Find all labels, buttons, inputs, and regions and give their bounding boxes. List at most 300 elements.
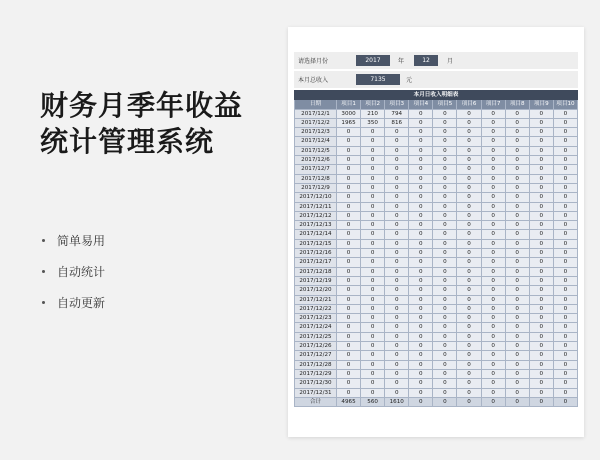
value-cell[interactable]: 0 <box>409 156 433 165</box>
value-cell[interactable]: 0 <box>385 156 409 165</box>
year-field[interactable]: 2017 <box>356 55 390 66</box>
value-cell[interactable]: 0 <box>337 314 361 323</box>
value-cell[interactable]: 0 <box>433 304 457 313</box>
value-cell[interactable]: 0 <box>337 193 361 202</box>
value-cell[interactable]: 0 <box>481 276 505 285</box>
value-cell[interactable]: 0 <box>457 239 481 248</box>
value-cell[interactable]: 0 <box>385 211 409 220</box>
value-cell[interactable]: 0 <box>433 258 457 267</box>
value-cell[interactable]: 0 <box>433 323 457 332</box>
value-cell[interactable]: 0 <box>481 351 505 360</box>
value-cell[interactable]: 0 <box>385 304 409 313</box>
value-cell[interactable]: 0 <box>529 156 553 165</box>
value-cell[interactable]: 0 <box>481 342 505 351</box>
value-cell[interactable]: 0 <box>481 174 505 183</box>
value-cell[interactable]: 0 <box>529 249 553 258</box>
value-cell[interactable]: 0 <box>529 165 553 174</box>
value-cell[interactable]: 0 <box>409 379 433 388</box>
value-cell[interactable]: 0 <box>505 351 529 360</box>
value-cell[interactable]: 0 <box>385 165 409 174</box>
value-cell[interactable]: 0 <box>505 128 529 137</box>
value-cell[interactable]: 0 <box>337 332 361 341</box>
value-cell[interactable]: 0 <box>529 239 553 248</box>
value-cell[interactable]: 0 <box>553 323 577 332</box>
value-cell[interactable]: 0 <box>433 128 457 137</box>
value-cell[interactable]: 0 <box>385 332 409 341</box>
value-cell[interactable]: 0 <box>529 323 553 332</box>
value-cell[interactable]: 0 <box>553 128 577 137</box>
value-cell[interactable]: 0 <box>457 221 481 230</box>
value-cell[interactable]: 0 <box>337 146 361 155</box>
value-cell[interactable]: 0 <box>433 118 457 127</box>
date-cell[interactable]: 2017/12/19 <box>295 276 337 285</box>
date-cell[interactable]: 2017/12/6 <box>295 156 337 165</box>
value-cell[interactable]: 0 <box>553 342 577 351</box>
value-cell[interactable]: 0 <box>481 295 505 304</box>
value-cell[interactable]: 0 <box>505 109 529 118</box>
value-cell[interactable]: 0 <box>409 230 433 239</box>
value-cell[interactable]: 0 <box>433 146 457 155</box>
date-cell[interactable]: 2017/12/10 <box>295 193 337 202</box>
value-cell[interactable]: 0 <box>505 174 529 183</box>
value-cell[interactable]: 0 <box>385 351 409 360</box>
value-cell[interactable]: 0 <box>409 174 433 183</box>
value-cell[interactable]: 0 <box>337 258 361 267</box>
value-cell[interactable]: 0 <box>385 183 409 192</box>
value-cell[interactable]: 0 <box>553 332 577 341</box>
value-cell[interactable]: 0 <box>361 230 385 239</box>
value-cell[interactable]: 0 <box>337 369 361 378</box>
value-cell[interactable]: 0 <box>457 128 481 137</box>
month-field[interactable]: 12 <box>414 55 438 66</box>
value-cell[interactable]: 210 <box>361 109 385 118</box>
value-cell[interactable]: 0 <box>529 221 553 230</box>
value-cell[interactable]: 0 <box>337 379 361 388</box>
value-cell[interactable]: 0 <box>433 276 457 285</box>
value-cell[interactable]: 0 <box>481 258 505 267</box>
value-cell[interactable]: 0 <box>433 156 457 165</box>
value-cell[interactable]: 0 <box>457 146 481 155</box>
value-cell[interactable]: 0 <box>337 137 361 146</box>
value-cell[interactable]: 0 <box>337 267 361 276</box>
value-cell[interactable]: 0 <box>481 249 505 258</box>
value-cell[interactable]: 0 <box>409 304 433 313</box>
value-cell[interactable]: 0 <box>361 286 385 295</box>
value-cell[interactable]: 0 <box>337 360 361 369</box>
value-cell[interactable]: 0 <box>505 286 529 295</box>
value-cell[interactable]: 0 <box>481 165 505 174</box>
value-cell[interactable]: 0 <box>553 137 577 146</box>
value-cell[interactable]: 0 <box>409 193 433 202</box>
date-cell[interactable]: 2017/12/30 <box>295 379 337 388</box>
value-cell[interactable]: 0 <box>433 165 457 174</box>
value-cell[interactable]: 0 <box>385 174 409 183</box>
value-cell[interactable]: 0 <box>433 314 457 323</box>
value-cell[interactable]: 0 <box>433 249 457 258</box>
value-cell[interactable]: 0 <box>385 258 409 267</box>
value-cell[interactable]: 0 <box>361 351 385 360</box>
value-cell[interactable]: 0 <box>505 304 529 313</box>
date-cell[interactable]: 2017/12/3 <box>295 128 337 137</box>
value-cell[interactable]: 0 <box>457 267 481 276</box>
value-cell[interactable]: 0 <box>433 137 457 146</box>
value-cell[interactable]: 0 <box>385 239 409 248</box>
value-cell[interactable]: 0 <box>481 314 505 323</box>
value-cell[interactable]: 0 <box>385 267 409 276</box>
value-cell[interactable]: 0 <box>529 286 553 295</box>
value-cell[interactable]: 0 <box>361 137 385 146</box>
date-cell[interactable]: 2017/12/13 <box>295 221 337 230</box>
value-cell[interactable]: 0 <box>409 314 433 323</box>
value-cell[interactable]: 0 <box>433 221 457 230</box>
date-cell[interactable]: 2017/12/27 <box>295 351 337 360</box>
value-cell[interactable]: 0 <box>457 156 481 165</box>
value-cell[interactable]: 0 <box>529 193 553 202</box>
value-cell[interactable]: 0 <box>337 249 361 258</box>
value-cell[interactable]: 0 <box>385 323 409 332</box>
value-cell[interactable]: 0 <box>457 230 481 239</box>
date-cell[interactable]: 2017/12/25 <box>295 332 337 341</box>
value-cell[interactable]: 0 <box>481 109 505 118</box>
value-cell[interactable]: 0 <box>337 295 361 304</box>
value-cell[interactable]: 0 <box>529 342 553 351</box>
value-cell[interactable]: 0 <box>457 109 481 118</box>
value-cell[interactable]: 0 <box>529 128 553 137</box>
value-cell[interactable]: 0 <box>409 118 433 127</box>
value-cell[interactable]: 0 <box>361 239 385 248</box>
date-cell[interactable]: 2017/12/8 <box>295 174 337 183</box>
value-cell[interactable]: 0 <box>481 230 505 239</box>
value-cell[interactable]: 0 <box>553 295 577 304</box>
value-cell[interactable]: 0 <box>337 304 361 313</box>
value-cell[interactable]: 0 <box>457 295 481 304</box>
value-cell[interactable]: 0 <box>481 369 505 378</box>
value-cell[interactable]: 0 <box>385 137 409 146</box>
value-cell[interactable]: 0 <box>409 276 433 285</box>
value-cell[interactable]: 0 <box>433 360 457 369</box>
value-cell[interactable]: 0 <box>529 379 553 388</box>
value-cell[interactable]: 0 <box>457 332 481 341</box>
value-cell[interactable]: 0 <box>505 165 529 174</box>
value-cell[interactable]: 0 <box>481 183 505 192</box>
value-cell[interactable]: 0 <box>505 202 529 211</box>
value-cell[interactable]: 0 <box>409 323 433 332</box>
value-cell[interactable]: 350 <box>361 118 385 127</box>
value-cell[interactable]: 0 <box>409 221 433 230</box>
value-cell[interactable]: 0 <box>361 295 385 304</box>
value-cell[interactable]: 0 <box>481 137 505 146</box>
value-cell[interactable]: 0 <box>481 221 505 230</box>
value-cell[interactable]: 0 <box>433 239 457 248</box>
value-cell[interactable]: 0 <box>409 202 433 211</box>
value-cell[interactable]: 0 <box>409 211 433 220</box>
value-cell[interactable]: 0 <box>505 388 529 397</box>
value-cell[interactable]: 0 <box>385 230 409 239</box>
value-cell[interactable]: 0 <box>361 360 385 369</box>
value-cell[interactable]: 0 <box>361 249 385 258</box>
value-cell[interactable]: 0 <box>553 351 577 360</box>
value-cell[interactable]: 0 <box>505 323 529 332</box>
value-cell[interactable]: 0 <box>505 156 529 165</box>
value-cell[interactable]: 0 <box>553 267 577 276</box>
value-cell[interactable]: 0 <box>457 388 481 397</box>
value-cell[interactable]: 0 <box>481 239 505 248</box>
value-cell[interactable]: 0 <box>505 239 529 248</box>
value-cell[interactable]: 0 <box>409 286 433 295</box>
value-cell[interactable]: 0 <box>553 109 577 118</box>
date-cell[interactable]: 2017/12/24 <box>295 323 337 332</box>
date-cell[interactable]: 2017/12/26 <box>295 342 337 351</box>
value-cell[interactable]: 0 <box>481 388 505 397</box>
value-cell[interactable]: 0 <box>529 314 553 323</box>
value-cell[interactable]: 0 <box>409 128 433 137</box>
date-cell[interactable]: 2017/12/23 <box>295 314 337 323</box>
value-cell[interactable]: 0 <box>505 183 529 192</box>
value-cell[interactable]: 0 <box>433 230 457 239</box>
value-cell[interactable]: 0 <box>457 202 481 211</box>
value-cell[interactable]: 0 <box>385 202 409 211</box>
value-cell[interactable]: 0 <box>529 146 553 155</box>
value-cell[interactable]: 0 <box>361 323 385 332</box>
date-cell[interactable]: 2017/12/5 <box>295 146 337 155</box>
value-cell[interactable]: 0 <box>409 351 433 360</box>
value-cell[interactable]: 794 <box>385 109 409 118</box>
value-cell[interactable]: 0 <box>409 146 433 155</box>
date-cell[interactable]: 2017/12/7 <box>295 165 337 174</box>
value-cell[interactable]: 0 <box>361 369 385 378</box>
value-cell[interactable]: 0 <box>409 165 433 174</box>
value-cell[interactable]: 0 <box>361 388 385 397</box>
value-cell[interactable]: 0 <box>481 267 505 276</box>
date-cell[interactable]: 2017/12/4 <box>295 137 337 146</box>
value-cell[interactable]: 0 <box>505 314 529 323</box>
value-cell[interactable]: 0 <box>433 267 457 276</box>
value-cell[interactable]: 0 <box>337 239 361 248</box>
value-cell[interactable]: 0 <box>337 323 361 332</box>
value-cell[interactable]: 0 <box>457 183 481 192</box>
value-cell[interactable]: 0 <box>529 258 553 267</box>
value-cell[interactable]: 0 <box>337 202 361 211</box>
date-cell[interactable]: 2017/12/22 <box>295 304 337 313</box>
date-cell[interactable]: 2017/12/21 <box>295 295 337 304</box>
value-cell[interactable]: 0 <box>457 211 481 220</box>
value-cell[interactable]: 0 <box>385 193 409 202</box>
value-cell[interactable]: 0 <box>385 221 409 230</box>
value-cell[interactable]: 0 <box>553 360 577 369</box>
value-cell[interactable]: 0 <box>457 323 481 332</box>
value-cell[interactable]: 0 <box>433 183 457 192</box>
value-cell[interactable]: 0 <box>337 174 361 183</box>
value-cell[interactable]: 0 <box>337 128 361 137</box>
value-cell[interactable]: 0 <box>553 369 577 378</box>
value-cell[interactable]: 0 <box>505 295 529 304</box>
value-cell[interactable]: 0 <box>433 202 457 211</box>
value-cell[interactable]: 0 <box>409 295 433 304</box>
value-cell[interactable]: 0 <box>337 342 361 351</box>
value-cell[interactable]: 0 <box>505 360 529 369</box>
value-cell[interactable]: 0 <box>553 165 577 174</box>
value-cell[interactable]: 0 <box>361 258 385 267</box>
value-cell[interactable]: 0 <box>553 146 577 155</box>
value-cell[interactable]: 0 <box>457 258 481 267</box>
date-cell[interactable]: 2017/12/29 <box>295 369 337 378</box>
value-cell[interactable]: 0 <box>361 156 385 165</box>
value-cell[interactable]: 0 <box>553 183 577 192</box>
value-cell[interactable]: 0 <box>361 314 385 323</box>
value-cell[interactable]: 0 <box>481 323 505 332</box>
value-cell[interactable]: 0 <box>457 314 481 323</box>
value-cell[interactable]: 0 <box>409 332 433 341</box>
value-cell[interactable]: 0 <box>505 146 529 155</box>
value-cell[interactable]: 3000 <box>337 109 361 118</box>
value-cell[interactable]: 0 <box>337 286 361 295</box>
value-cell[interactable]: 0 <box>337 388 361 397</box>
value-cell[interactable]: 0 <box>481 128 505 137</box>
value-cell[interactable]: 0 <box>457 351 481 360</box>
value-cell[interactable]: 0 <box>505 211 529 220</box>
value-cell[interactable]: 0 <box>409 239 433 248</box>
value-cell[interactable]: 0 <box>361 304 385 313</box>
value-cell[interactable]: 0 <box>505 137 529 146</box>
value-cell[interactable]: 0 <box>529 109 553 118</box>
value-cell[interactable]: 0 <box>457 174 481 183</box>
value-cell[interactable]: 0 <box>553 286 577 295</box>
date-cell[interactable]: 2017/12/11 <box>295 202 337 211</box>
value-cell[interactable]: 0 <box>481 304 505 313</box>
value-cell[interactable]: 0 <box>553 249 577 258</box>
value-cell[interactable]: 0 <box>553 193 577 202</box>
value-cell[interactable]: 0 <box>553 276 577 285</box>
value-cell[interactable]: 0 <box>337 165 361 174</box>
date-cell[interactable]: 2017/12/9 <box>295 183 337 192</box>
value-cell[interactable]: 0 <box>337 211 361 220</box>
value-cell[interactable]: 0 <box>529 137 553 146</box>
value-cell[interactable]: 0 <box>385 388 409 397</box>
value-cell[interactable]: 0 <box>553 202 577 211</box>
value-cell[interactable]: 0 <box>505 193 529 202</box>
value-cell[interactable]: 0 <box>409 267 433 276</box>
value-cell[interactable]: 0 <box>505 332 529 341</box>
value-cell[interactable]: 0 <box>385 295 409 304</box>
value-cell[interactable]: 0 <box>529 202 553 211</box>
value-cell[interactable]: 0 <box>361 193 385 202</box>
value-cell[interactable]: 0 <box>457 193 481 202</box>
value-cell[interactable]: 0 <box>385 379 409 388</box>
date-cell[interactable]: 2017/12/16 <box>295 249 337 258</box>
value-cell[interactable]: 0 <box>433 109 457 118</box>
value-cell[interactable]: 0 <box>385 360 409 369</box>
value-cell[interactable]: 0 <box>529 360 553 369</box>
value-cell[interactable]: 0 <box>409 109 433 118</box>
value-cell[interactable]: 0 <box>361 267 385 276</box>
value-cell[interactable]: 0 <box>385 314 409 323</box>
value-cell[interactable]: 0 <box>481 193 505 202</box>
value-cell[interactable]: 0 <box>505 379 529 388</box>
value-cell[interactable]: 0 <box>361 174 385 183</box>
value-cell[interactable]: 0 <box>361 276 385 285</box>
date-cell[interactable]: 2017/12/31 <box>295 388 337 397</box>
value-cell[interactable]: 0 <box>457 304 481 313</box>
value-cell[interactable]: 0 <box>385 369 409 378</box>
value-cell[interactable]: 0 <box>361 211 385 220</box>
date-cell[interactable]: 2017/12/2 <box>295 118 337 127</box>
value-cell[interactable]: 0 <box>433 211 457 220</box>
value-cell[interactable]: 0 <box>529 267 553 276</box>
date-cell[interactable]: 2017/12/12 <box>295 211 337 220</box>
value-cell[interactable]: 0 <box>529 183 553 192</box>
value-cell[interactable]: 0 <box>481 118 505 127</box>
value-cell[interactable]: 0 <box>433 351 457 360</box>
value-cell[interactable]: 0 <box>361 146 385 155</box>
value-cell[interactable]: 0 <box>481 332 505 341</box>
value-cell[interactable]: 0 <box>505 267 529 276</box>
value-cell[interactable]: 0 <box>457 118 481 127</box>
date-cell[interactable]: 2017/12/28 <box>295 360 337 369</box>
value-cell[interactable]: 0 <box>457 276 481 285</box>
value-cell[interactable]: 0 <box>337 230 361 239</box>
value-cell[interactable]: 0 <box>361 342 385 351</box>
value-cell[interactable]: 0 <box>433 342 457 351</box>
value-cell[interactable]: 0 <box>361 183 385 192</box>
value-cell[interactable]: 0 <box>553 304 577 313</box>
value-cell[interactable]: 0 <box>481 202 505 211</box>
value-cell[interactable]: 0 <box>553 211 577 220</box>
value-cell[interactable]: 0 <box>409 137 433 146</box>
value-cell[interactable]: 0 <box>433 286 457 295</box>
value-cell[interactable]: 0 <box>529 174 553 183</box>
value-cell[interactable]: 0 <box>529 332 553 341</box>
value-cell[interactable]: 0 <box>361 165 385 174</box>
value-cell[interactable]: 0 <box>505 118 529 127</box>
value-cell[interactable]: 0 <box>481 360 505 369</box>
value-cell[interactable]: 0 <box>553 258 577 267</box>
value-cell[interactable]: 0 <box>529 211 553 220</box>
value-cell[interactable]: 0 <box>433 379 457 388</box>
value-cell[interactable]: 0 <box>337 221 361 230</box>
value-cell[interactable]: 0 <box>553 156 577 165</box>
value-cell[interactable]: 0 <box>529 304 553 313</box>
value-cell[interactable]: 0 <box>553 221 577 230</box>
value-cell[interactable]: 0 <box>457 165 481 174</box>
value-cell[interactable]: 0 <box>529 295 553 304</box>
value-cell[interactable]: 0 <box>457 379 481 388</box>
value-cell[interactable]: 0 <box>433 369 457 378</box>
value-cell[interactable]: 0 <box>457 286 481 295</box>
value-cell[interactable]: 0 <box>385 128 409 137</box>
date-cell[interactable]: 2017/12/17 <box>295 258 337 267</box>
value-cell[interactable]: 816 <box>385 118 409 127</box>
value-cell[interactable]: 0 <box>481 379 505 388</box>
value-cell[interactable]: 0 <box>409 249 433 258</box>
value-cell[interactable]: 0 <box>409 183 433 192</box>
value-cell[interactable]: 0 <box>529 388 553 397</box>
value-cell[interactable]: 0 <box>361 379 385 388</box>
value-cell[interactable]: 0 <box>409 342 433 351</box>
value-cell[interactable]: 0 <box>361 202 385 211</box>
value-cell[interactable]: 0 <box>409 258 433 267</box>
value-cell[interactable]: 0 <box>505 276 529 285</box>
value-cell[interactable]: 0 <box>553 388 577 397</box>
value-cell[interactable]: 0 <box>337 156 361 165</box>
value-cell[interactable]: 0 <box>361 128 385 137</box>
value-cell[interactable]: 0 <box>505 249 529 258</box>
value-cell[interactable]: 0 <box>337 351 361 360</box>
value-cell[interactable]: 0 <box>409 360 433 369</box>
value-cell[interactable]: 0 <box>457 369 481 378</box>
value-cell[interactable]: 0 <box>433 193 457 202</box>
value-cell[interactable]: 0 <box>553 239 577 248</box>
value-cell[interactable]: 0 <box>337 276 361 285</box>
